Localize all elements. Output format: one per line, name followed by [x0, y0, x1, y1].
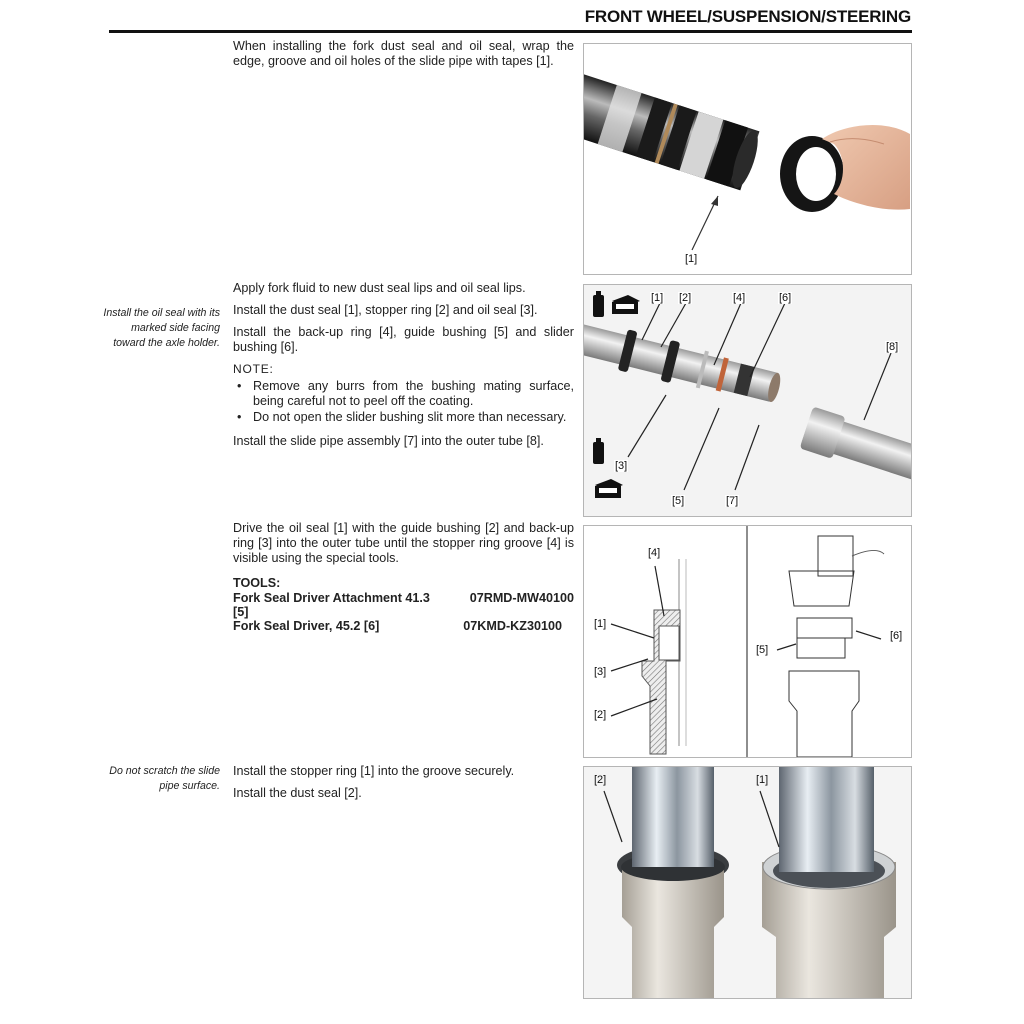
paragraph: Apply fork fluid to new dust seal lips and oil seal lips.	[233, 281, 526, 295]
header-divider	[109, 30, 912, 33]
tool-part-number: 07RMD-MW40100	[469, 591, 574, 605]
note-list	[233, 379, 574, 425]
callout-label: [1]	[756, 774, 769, 786]
tools-heading: TOOLS:	[233, 576, 281, 590]
paragraph: Install the slide pipe assembly [7] into the outer tube [8].	[233, 434, 544, 448]
callout-label: [2]	[679, 292, 692, 304]
callout-label: [3]	[594, 666, 607, 678]
side-note-oil-seal: Install the oil seal with its marked side facing toward the axle holder.	[103, 307, 220, 349]
tool-ref-label: [5]	[233, 605, 249, 619]
section-title: FRONT WHEEL/SUSPENSION/STEERING	[584, 7, 911, 26]
section-2-text	[233, 281, 574, 456]
paragraph: Install the dust seal [2].	[233, 786, 362, 800]
callout-label: [2]	[594, 709, 607, 721]
paragraph: Install the dust seal [1], stopper ring [2] and oil seal [3].	[233, 303, 538, 317]
tool-name: Fork Seal Driver Attachment 41.3	[233, 591, 430, 605]
callout-label: [1]	[685, 253, 698, 265]
callout-label: [3]	[615, 460, 628, 472]
note-item: • Remove any burrs from the bushing mating surface, being careful not to peel off the coating.	[233, 379, 574, 409]
callout-label: [2]	[594, 774, 607, 786]
figure-oil-seal-driving	[583, 525, 912, 758]
seal-driver-drawing	[584, 526, 911, 757]
fork-fluid-icon	[593, 291, 604, 464]
slide-pipe-photo	[584, 44, 911, 274]
paragraph: Install the stopper ring [1] into the groove securely.	[233, 764, 515, 778]
figure-stopper-ring-dust-seal	[583, 766, 912, 999]
paragraph: When installing the fork dust seal and oil seal, wrap the edge, groove and oil holes of the slide pipe with tapes [1].	[233, 39, 574, 68]
tool-ref	[233, 605, 574, 619]
section-3-text	[233, 521, 574, 633]
paragraph: Drive the oil seal [1] with the guide bushing [2] and back-up ring [3] into the outer tube until the stopper ring groove [4] is visible using the special tools.	[233, 521, 574, 565]
note-item: • Do not open the slider bushing slit more than necessary.	[233, 410, 574, 425]
tool-part-number: 07KMD-KZ30100	[463, 619, 562, 633]
figure-tape-slide-pipe	[583, 43, 912, 275]
callout-label: [8]	[886, 341, 899, 353]
tool-item	[233, 619, 574, 633]
section-4-text	[233, 764, 574, 808]
section-1-text	[233, 39, 574, 76]
tool-item	[233, 591, 574, 605]
stopper-ring-photo	[584, 767, 911, 998]
tool-name: Fork Seal Driver, 45.2 [6]	[233, 619, 380, 633]
callout-label: [5]	[756, 644, 769, 656]
callout-label: [6]	[890, 630, 903, 642]
figure-slide-pipe-assembly	[583, 284, 912, 517]
callout-label: [6]	[779, 292, 792, 304]
callout-label: [5]	[672, 495, 685, 507]
callout-label: [4]	[648, 547, 661, 559]
callout-label: [1]	[594, 618, 607, 630]
slide-pipe-assembly-photo	[584, 285, 911, 516]
side-note-scratch: Do not scratch the slide pipe surface.	[109, 765, 220, 792]
paragraph: Install the back-up ring [4], guide bushing [5] and slider bushing [6].	[233, 325, 574, 354]
callout-label: [7]	[726, 495, 739, 507]
callout-label: [4]	[733, 292, 746, 304]
note-heading: NOTE:	[233, 362, 274, 376]
callout-label: [1]	[651, 292, 664, 304]
